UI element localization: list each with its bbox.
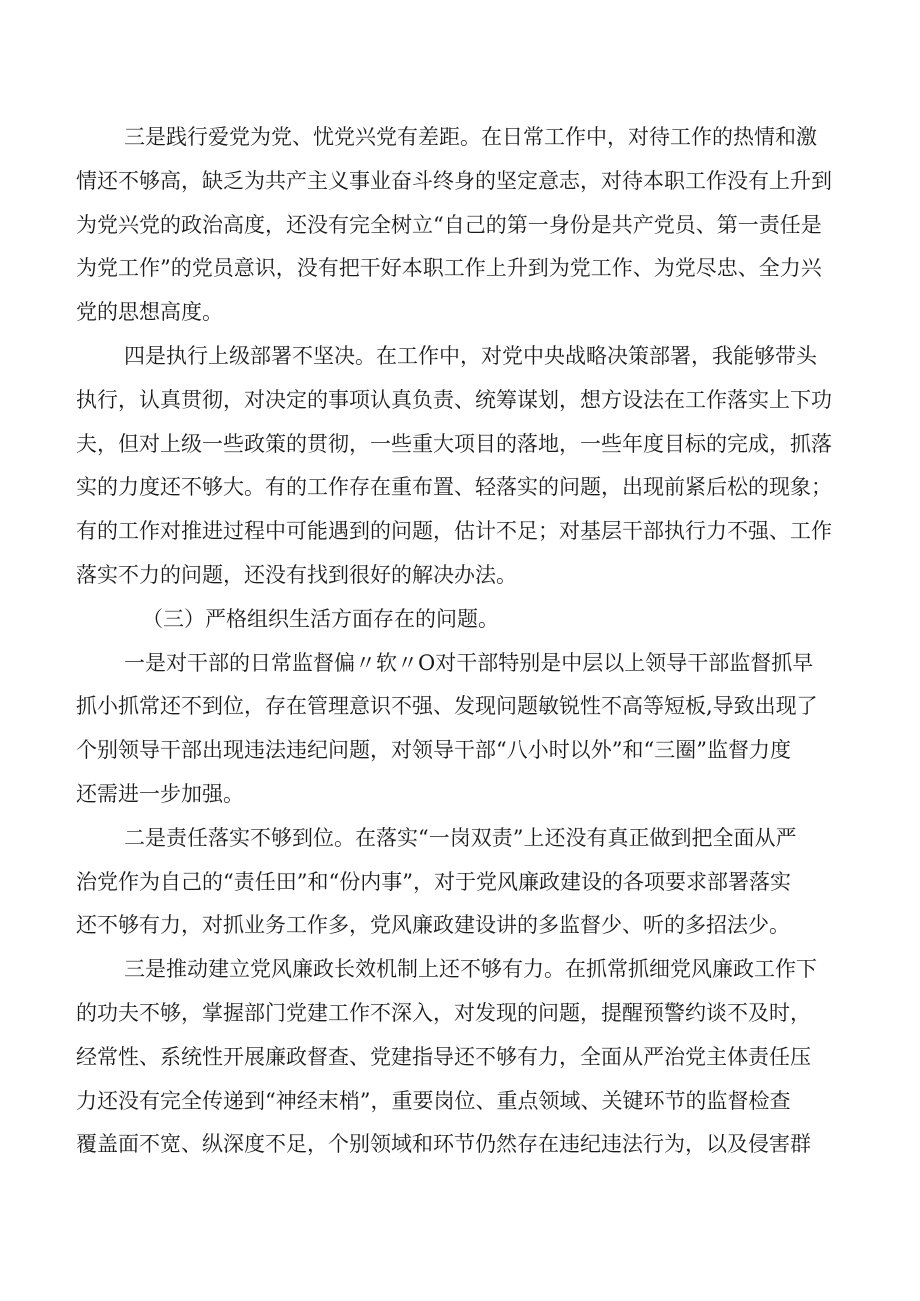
section-heading: （三）严格组织生活方面存在的问题。 [142, 606, 499, 631]
text-line: 还需进一步加强。 [76, 781, 244, 806]
text-line: 执行，认真贯彻，对决定的事项认真负责、统筹谋划，想方设法在工作落实上下功 [76, 387, 832, 412]
text-line: 党的思想高度。 [76, 300, 223, 325]
text-line: 治党作为自己的“责任田”和“份内事”，对于党风廉政建设的各项要求部署落实 [76, 869, 791, 894]
text-line: 为党工作”的党员意识，没有把干好本职工作上升到为党工作、为党尽忠、全力兴 [76, 256, 822, 281]
document-body [76, 116, 856, 1167]
text-line: 一是对干部的日常监督偏〃软〃O对干部特别是中层以上领导干部监督抓早 [124, 650, 814, 675]
text-line: 二是责任落实不够到位。在落实“一岗双责”上还没有真正做到把全面从严 [124, 825, 797, 850]
text-line: 情还不够高，缺乏为共产主义事业奋斗终身的坚定意志，对待本职工作没有上升到 [76, 168, 832, 193]
text-line: 三是践行爱党为党、忧党兴党有差距。在日常工作中，对待工作的热情和激 [124, 125, 817, 149]
text-line: 实的力度还不够大。有的工作存在重布置、轻落实的问题，出现前紧后松的现象； [76, 475, 832, 500]
section-heading-organization-life [76, 598, 856, 642]
text-line: 的功夫不够，掌握部门党建工作不深入，对发现的问题，提醒预警约谈不及时， [76, 1000, 811, 1025]
paragraph-daily-supervision [76, 642, 856, 817]
text-line: 三是推动建立党风廉政长效机制上还不够有力。在抓常抓细党风廉政工作下 [124, 957, 817, 982]
text-line: 经常性、系统性开展廉政督查、党建指导还不够有力，全面从严治党主体责任压 [76, 1044, 811, 1069]
paragraph-executing-deployment [76, 335, 856, 598]
text-line: 还不够有力，对抓业务工作多，党风廉政建设讲的多监督少、听的多招法少。 [76, 913, 790, 938]
text-line: 个别领导干部出现违法违纪问题，对领导干部“八小时以外”和“三圈”监督力度 [76, 738, 791, 763]
text-line: 为党兴党的政治高度，还没有完全树立“自己的第一身份是共产党员、第一责任是 [76, 212, 822, 237]
text-line: 四是执行上级部署不坚决。在工作中，对党中央战略决策部署，我能够带头 [124, 343, 817, 368]
text-line: 夫，但对上级一些政策的贯彻，一些重大项目的落地，一些年度目标的完成，抓落 [76, 431, 832, 456]
text-line: 覆盖面不宽、纵深度不足，个别领域和环节仍然存在违纪违法行为，以及侵害群 [76, 1132, 811, 1157]
paragraph-long-term-mechanism [76, 948, 856, 1167]
text-line: 抓小抓常还不到位，存在管理意识不强、发现问题敏锐性不高等短板,导致出现了 [76, 694, 818, 719]
text-line: 落实不力的问题，还没有找到很好的解决办法。 [76, 562, 517, 587]
text-line: 有的工作对推进过程中可能遇到的问题，估计不足；对基层干部执行力不强、工作 [76, 519, 832, 544]
paragraph-responsibility [76, 817, 856, 948]
paragraph-loving-party [76, 116, 856, 335]
text-line: 力还没有完全传递到“神经末梢”，重要岗位、重点领域、关键环节的监督检查 [76, 1088, 791, 1113]
